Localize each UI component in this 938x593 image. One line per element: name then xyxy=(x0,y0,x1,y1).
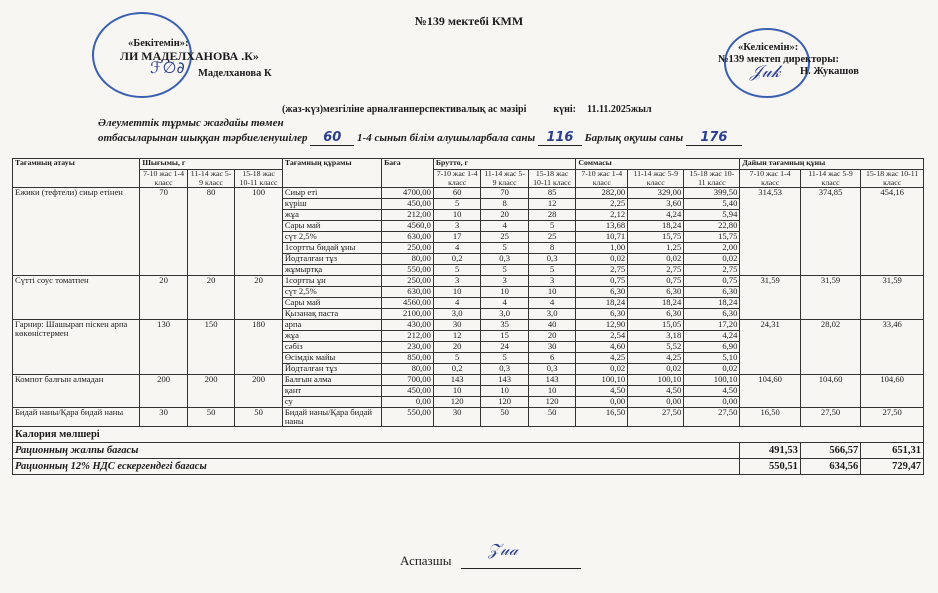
gross-1: 120 xyxy=(433,397,480,408)
sum-1: 0,00 xyxy=(576,397,628,408)
sum-2: 0,02 xyxy=(628,364,684,375)
ingredient-price: 250,00 xyxy=(382,276,434,287)
dish-ready-cost: 33,46 xyxy=(861,320,924,375)
table-row xyxy=(13,408,924,427)
sub-sum-2: 11-14 жас 5-9 класс xyxy=(628,170,684,188)
sum-3: 6,30 xyxy=(684,309,740,320)
dish-output: 130 xyxy=(140,320,187,375)
agree-org: №139 мектеп директоры: xyxy=(718,54,839,65)
signature-left: ℱ∅∂ xyxy=(150,58,185,77)
sub-ready-2: 11-14 жас 5-9 класс xyxy=(800,170,860,188)
ingredient-name: 1сортты бидай ұны xyxy=(282,243,381,254)
ingredient-name: арпа xyxy=(282,320,381,331)
gross-3: 20 xyxy=(528,331,576,342)
sum-1: 10,71 xyxy=(576,232,628,243)
sum-2: 4,24 xyxy=(628,210,684,221)
sum-3: 5,10 xyxy=(684,353,740,364)
ingredient-name: Сиыр еті xyxy=(282,188,381,199)
ingredient-price: 4560,0 xyxy=(382,221,434,232)
sum-2: 100,10 xyxy=(628,375,684,386)
gross-1: 60 xyxy=(433,188,480,199)
social-status-line: Әлеуметтік тұрмыс жағдайы төмен xyxy=(98,117,284,129)
dish-name: Сүтті соус томатпен xyxy=(13,276,140,320)
vulnerable-label: отбасыларынан шыққан тәрбиеленушілер xyxy=(98,132,308,144)
table-row xyxy=(13,375,924,386)
sum-2: 4,50 xyxy=(628,386,684,397)
gross-1: 0,2 xyxy=(433,254,480,265)
gross-3: 0,3 xyxy=(528,364,576,375)
total-count: 176 xyxy=(686,130,742,146)
gross-1: 17 xyxy=(433,232,480,243)
table-header-row xyxy=(13,159,924,170)
gross-2: 25 xyxy=(481,232,528,243)
ingredient-price: 4560,00 xyxy=(382,298,434,309)
ingredient-price: 630,00 xyxy=(382,287,434,298)
sum-3: 22,80 xyxy=(684,221,740,232)
gross-3: 120 xyxy=(528,397,576,408)
ingredient-price: 630,00 xyxy=(382,232,434,243)
sum-3: 18,24 xyxy=(684,298,740,309)
dish-ready-cost: 314,53 xyxy=(740,188,800,276)
gross-3: 5 xyxy=(528,265,576,276)
dish-output: 80 xyxy=(187,188,234,276)
dish-ready-cost: 28,02 xyxy=(800,320,860,375)
gross-2: 3 xyxy=(481,276,528,287)
ingredient-price: 80,00 xyxy=(382,364,434,375)
calorie-row xyxy=(13,427,924,443)
sum-3: 5,94 xyxy=(684,210,740,221)
dish-ready-cost: 104,60 xyxy=(740,375,800,408)
sum-3: 27,50 xyxy=(684,408,740,427)
gross-1: 30 xyxy=(433,320,480,331)
dish-output: 200 xyxy=(187,375,234,408)
dish-ready-cost: 31,59 xyxy=(740,276,800,320)
ingredient-price: 0,00 xyxy=(382,397,434,408)
gross-3: 0,3 xyxy=(528,254,576,265)
sum-2: 5,52 xyxy=(628,342,684,353)
dish-name: Бидай наны/Қара бидай наны xyxy=(13,408,140,427)
total-price-label: Рационның жалпы бағасы xyxy=(13,443,740,459)
gross-3: 12 xyxy=(528,199,576,210)
col-composition-header: Тағамның құрамы xyxy=(282,159,381,188)
col-dish-header: Тағамның атауы xyxy=(13,159,140,188)
dish-output: 20 xyxy=(187,276,234,320)
sum-2: 1,25 xyxy=(628,243,684,254)
gross-2: 24 xyxy=(481,342,528,353)
sum-3: 4,24 xyxy=(684,331,740,342)
gross-1: 143 xyxy=(433,375,480,386)
sum-1: 282,00 xyxy=(576,188,628,199)
gross-2: 4 xyxy=(481,298,528,309)
vat-price-label: Рационның 12% НДС ескергендегі бағасы xyxy=(13,459,740,475)
agree-label: «Келісемін»: xyxy=(738,42,799,53)
sum-1: 0,02 xyxy=(576,364,628,375)
sum-3: 17,20 xyxy=(684,320,740,331)
sum-1: 16,50 xyxy=(576,408,628,427)
dish-ready-cost: 16,50 xyxy=(740,408,800,427)
ingredient-price: 212,00 xyxy=(382,331,434,342)
ingredient-price: 700,00 xyxy=(382,375,434,386)
sum-3: 100,10 xyxy=(684,375,740,386)
primary-count: 116 xyxy=(538,130,582,146)
cook-signature-underline xyxy=(461,568,581,569)
sum-1: 4,25 xyxy=(576,353,628,364)
gross-1: 10 xyxy=(433,287,480,298)
gross-1: 10 xyxy=(433,210,480,221)
sum-3: 6,90 xyxy=(684,342,740,353)
sum-1: 12,90 xyxy=(576,320,628,331)
gross-3: 5 xyxy=(528,221,576,232)
sum-2: 27,50 xyxy=(628,408,684,427)
gross-3: 30 xyxy=(528,342,576,353)
sum-2: 18,24 xyxy=(628,221,684,232)
gross-2: 5 xyxy=(481,243,528,254)
gross-1: 12 xyxy=(433,331,480,342)
dish-ready-cost: 24,31 xyxy=(740,320,800,375)
primary-label: 1-4 сынып білім алушыларбала саны xyxy=(357,132,536,144)
date-value: 11.11.2025жыл xyxy=(587,104,652,115)
gross-2: 10 xyxy=(481,287,528,298)
ingredient-name: қант xyxy=(282,386,381,397)
dish-output: 30 xyxy=(140,408,187,427)
ingredient-name: Қызанақ паста xyxy=(282,309,381,320)
sum-2: 4,25 xyxy=(628,353,684,364)
dish-output: 200 xyxy=(235,375,283,408)
dish-ready-cost: 454,16 xyxy=(861,188,924,276)
ingredient-price: 2100,00 xyxy=(382,309,434,320)
approve-name: Маделханова К xyxy=(198,68,272,79)
gross-2: 143 xyxy=(481,375,528,386)
sum-2: 0,02 xyxy=(628,254,684,265)
sum-2: 6,30 xyxy=(628,287,684,298)
sum-1: 18,24 xyxy=(576,298,628,309)
gross-3: 143 xyxy=(528,375,576,386)
sub-output-3: 15-18 жас 10-11 класс xyxy=(235,170,283,188)
sum-2: 329,00 xyxy=(628,188,684,199)
total-price-3: 651,31 xyxy=(861,443,924,459)
ingredient-price: 4700,00 xyxy=(382,188,434,199)
gross-3: 28 xyxy=(528,210,576,221)
gross-2: 5 xyxy=(481,265,528,276)
ingredient-name: Йодталған тұз xyxy=(282,254,381,265)
approve-label: «Бекітемін»: xyxy=(128,38,189,49)
gross-3: 40 xyxy=(528,320,576,331)
ingredient-name: Балғын алма xyxy=(282,375,381,386)
sum-2: 6,30 xyxy=(628,309,684,320)
sum-1: 6,30 xyxy=(576,309,628,320)
sum-1: 4,50 xyxy=(576,386,628,397)
signature-right: 𝒥𝓊𝓀 xyxy=(750,62,781,82)
ingredient-price: 250,00 xyxy=(382,243,434,254)
vat-price-1: 550,51 xyxy=(740,459,800,475)
gross-1: 3 xyxy=(433,276,480,287)
gross-1: 4 xyxy=(433,298,480,309)
gross-3: 50 xyxy=(528,408,576,427)
cook-label: Аспазшы xyxy=(400,553,452,568)
sum-3: 0,02 xyxy=(684,364,740,375)
gross-1: 3 xyxy=(433,221,480,232)
sum-3: 2,75 xyxy=(684,265,740,276)
ingredient-price: 80,00 xyxy=(382,254,434,265)
ingredient-name: су xyxy=(282,397,381,408)
ingredient-name: күріш xyxy=(282,199,381,210)
dish-output: 200 xyxy=(140,375,187,408)
gross-2: 15 xyxy=(481,331,528,342)
dish-ready-cost: 374,85 xyxy=(800,188,860,276)
calorie-label: Калория мөлшері xyxy=(13,427,924,443)
ingredient-price: 450,00 xyxy=(382,386,434,397)
gross-2: 70 xyxy=(481,188,528,199)
gross-1: 10 xyxy=(433,386,480,397)
student-count-line xyxy=(98,130,742,146)
total-label: Барлық оқушы саны xyxy=(584,132,684,144)
sum-2: 18,24 xyxy=(628,298,684,309)
sub-sum-3: 15-18 жас 10-11 класс xyxy=(684,170,740,188)
gross-1: 5 xyxy=(433,199,480,210)
gross-1: 20 xyxy=(433,342,480,353)
ingredient-name: 1сортты ұн xyxy=(282,276,381,287)
gross-3: 4 xyxy=(528,298,576,309)
gross-3: 10 xyxy=(528,287,576,298)
season-text: (жаз-күз)мезгіліне арналғанперспективалық ас мәзірі xyxy=(282,104,527,115)
dish-ready-cost: 31,59 xyxy=(800,276,860,320)
ingredient-name: Сары май xyxy=(282,298,381,309)
col-output-header: Шығымы, г xyxy=(140,159,282,170)
total-price-2: 566,57 xyxy=(800,443,860,459)
gross-2: 0,3 xyxy=(481,364,528,375)
gross-2: 10 xyxy=(481,386,528,397)
sum-1: 0,02 xyxy=(576,254,628,265)
ingredient-name: сүт 2,5% xyxy=(282,287,381,298)
sub-gross-1: 7-10 жас 1-4 класс xyxy=(433,170,480,188)
gross-1: 4 xyxy=(433,243,480,254)
gross-3: 10 xyxy=(528,386,576,397)
gross-2: 8 xyxy=(481,199,528,210)
gross-3: 6 xyxy=(528,353,576,364)
total-price-1: 491,53 xyxy=(740,443,800,459)
sum-1: 13,68 xyxy=(576,221,628,232)
gross-3: 3,0 xyxy=(528,309,576,320)
ingredient-price: 430,00 xyxy=(382,320,434,331)
menu-season-line xyxy=(282,104,652,116)
ingredient-name: жұа xyxy=(282,210,381,221)
dish-output: 70 xyxy=(140,188,187,276)
dish-ready-cost: 27,50 xyxy=(800,408,860,427)
ingredient-name: сәбіз xyxy=(282,342,381,353)
document-title: №139 мектебі КММ xyxy=(414,14,524,28)
ingredient-name: жұа xyxy=(282,331,381,342)
gross-3: 8 xyxy=(528,243,576,254)
dish-name: Ежики (тефтели) сиыр етінен xyxy=(13,188,140,276)
dish-ready-cost: 104,60 xyxy=(861,375,924,408)
ingredient-name: жұмыртқа xyxy=(282,265,381,276)
agree-name: Н. Жукашов xyxy=(800,66,859,77)
dish-output: 100 xyxy=(235,188,283,276)
vulnerable-count: 60 xyxy=(310,130,354,146)
sum-1: 2,54 xyxy=(576,331,628,342)
ingredient-name: Сары май xyxy=(282,221,381,232)
dish-output: 20 xyxy=(235,276,283,320)
table-row xyxy=(13,276,924,287)
ingredient-price: 550,00 xyxy=(382,265,434,276)
total-price-row xyxy=(13,443,924,459)
col-sum-header: Соммасы xyxy=(576,159,740,170)
gross-2: 0,3 xyxy=(481,254,528,265)
gross-1: 0,2 xyxy=(433,364,480,375)
gross-2: 5 xyxy=(481,353,528,364)
sum-2: 3,18 xyxy=(628,331,684,342)
sub-gross-2: 11-14 жас 5-9 класс xyxy=(481,170,528,188)
sum-3: 399,50 xyxy=(684,188,740,199)
gross-2: 35 xyxy=(481,320,528,331)
sub-gross-3: 15-18 жас 10-11 класс xyxy=(528,170,576,188)
gross-3: 3 xyxy=(528,276,576,287)
col-gross-header: Брутто, г xyxy=(433,159,575,170)
dish-output: 20 xyxy=(140,276,187,320)
dish-output: 180 xyxy=(235,320,283,375)
ingredient-name: Өсімдік майы xyxy=(282,353,381,364)
gross-3: 85 xyxy=(528,188,576,199)
vat-price-3: 729,47 xyxy=(861,459,924,475)
ingredient-price: 450,00 xyxy=(382,199,434,210)
ingredient-price: 550,00 xyxy=(382,408,434,427)
sum-3: 0,02 xyxy=(684,254,740,265)
dish-output: 50 xyxy=(187,408,234,427)
dish-output: 150 xyxy=(187,320,234,375)
vat-price-2: 634,56 xyxy=(800,459,860,475)
sum-3: 6,30 xyxy=(684,287,740,298)
sub-ready-3: 15-18 жас 10-11 класс xyxy=(861,170,924,188)
table-row xyxy=(13,320,924,331)
sum-2: 3,60 xyxy=(628,199,684,210)
sum-1: 2,75 xyxy=(576,265,628,276)
ingredient-price: 230,00 xyxy=(382,342,434,353)
col-ready-header: Дайын тағамның құны xyxy=(740,159,924,170)
sum-2: 0,00 xyxy=(628,397,684,408)
sum-3: 2,00 xyxy=(684,243,740,254)
date-label: күні: xyxy=(553,104,577,115)
gross-2: 20 xyxy=(481,210,528,221)
ingredient-price: 850,00 xyxy=(382,353,434,364)
sum-1: 2,12 xyxy=(576,210,628,221)
gross-3: 25 xyxy=(528,232,576,243)
gross-1: 30 xyxy=(433,408,480,427)
sum-1: 100,10 xyxy=(576,375,628,386)
sum-1: 4,60 xyxy=(576,342,628,353)
gross-1: 5 xyxy=(433,353,480,364)
sum-2: 15,05 xyxy=(628,320,684,331)
sum-1: 1,00 xyxy=(576,243,628,254)
cook-signature: 𝒵𝓊𝒶 xyxy=(488,540,518,559)
dish-name: Гарнир: Шашырап піскен арпа көкөністермен xyxy=(13,320,140,375)
sub-output-1: 7-10 жас 1-4 класс xyxy=(140,170,187,188)
sum-1: 0,75 xyxy=(576,276,628,287)
dish-ready-cost: 104,60 xyxy=(800,375,860,408)
table-row xyxy=(13,188,924,199)
dish-ready-cost: 27,50 xyxy=(861,408,924,427)
sum-2: 2,75 xyxy=(628,265,684,276)
gross-2: 120 xyxy=(481,397,528,408)
gross-1: 5 xyxy=(433,265,480,276)
sub-output-2: 11-14 жас 5-9 класс xyxy=(187,170,234,188)
sum-3: 5,40 xyxy=(684,199,740,210)
sub-ready-1: 7-10 жас 1-4 класс xyxy=(740,170,800,188)
sum-2: 0,75 xyxy=(628,276,684,287)
sum-3: 0,75 xyxy=(684,276,740,287)
table-subheader-row xyxy=(13,170,924,188)
sum-3: 0,00 xyxy=(684,397,740,408)
ingredient-name: сүт 2,5% xyxy=(282,232,381,243)
ingredient-name: Йодталған тұз xyxy=(282,364,381,375)
vat-price-row xyxy=(13,459,924,475)
sub-sum-1: 7-10 жас 1-4 класс xyxy=(576,170,628,188)
sum-2: 15,75 xyxy=(628,232,684,243)
gross-2: 3,0 xyxy=(481,309,528,320)
gross-2: 50 xyxy=(481,408,528,427)
dish-ready-cost: 31,59 xyxy=(861,276,924,320)
dish-output: 50 xyxy=(235,408,283,427)
gross-1: 3,0 xyxy=(433,309,480,320)
sum-1: 6,30 xyxy=(576,287,628,298)
sum-3: 15,75 xyxy=(684,232,740,243)
approve-org: ЛИ МАДЕЛХАНОВА .К» xyxy=(120,49,259,63)
dish-name: Компот балғын алмадан xyxy=(13,375,140,408)
col-price-header: Баға xyxy=(382,159,434,188)
ingredient-name: Бидай наны/Қара бидай наны xyxy=(282,408,381,427)
sum-3: 4,50 xyxy=(684,386,740,397)
menu-table xyxy=(12,158,924,475)
gross-2: 4 xyxy=(481,221,528,232)
ingredient-price: 212,00 xyxy=(382,210,434,221)
sum-1: 2,25 xyxy=(576,199,628,210)
